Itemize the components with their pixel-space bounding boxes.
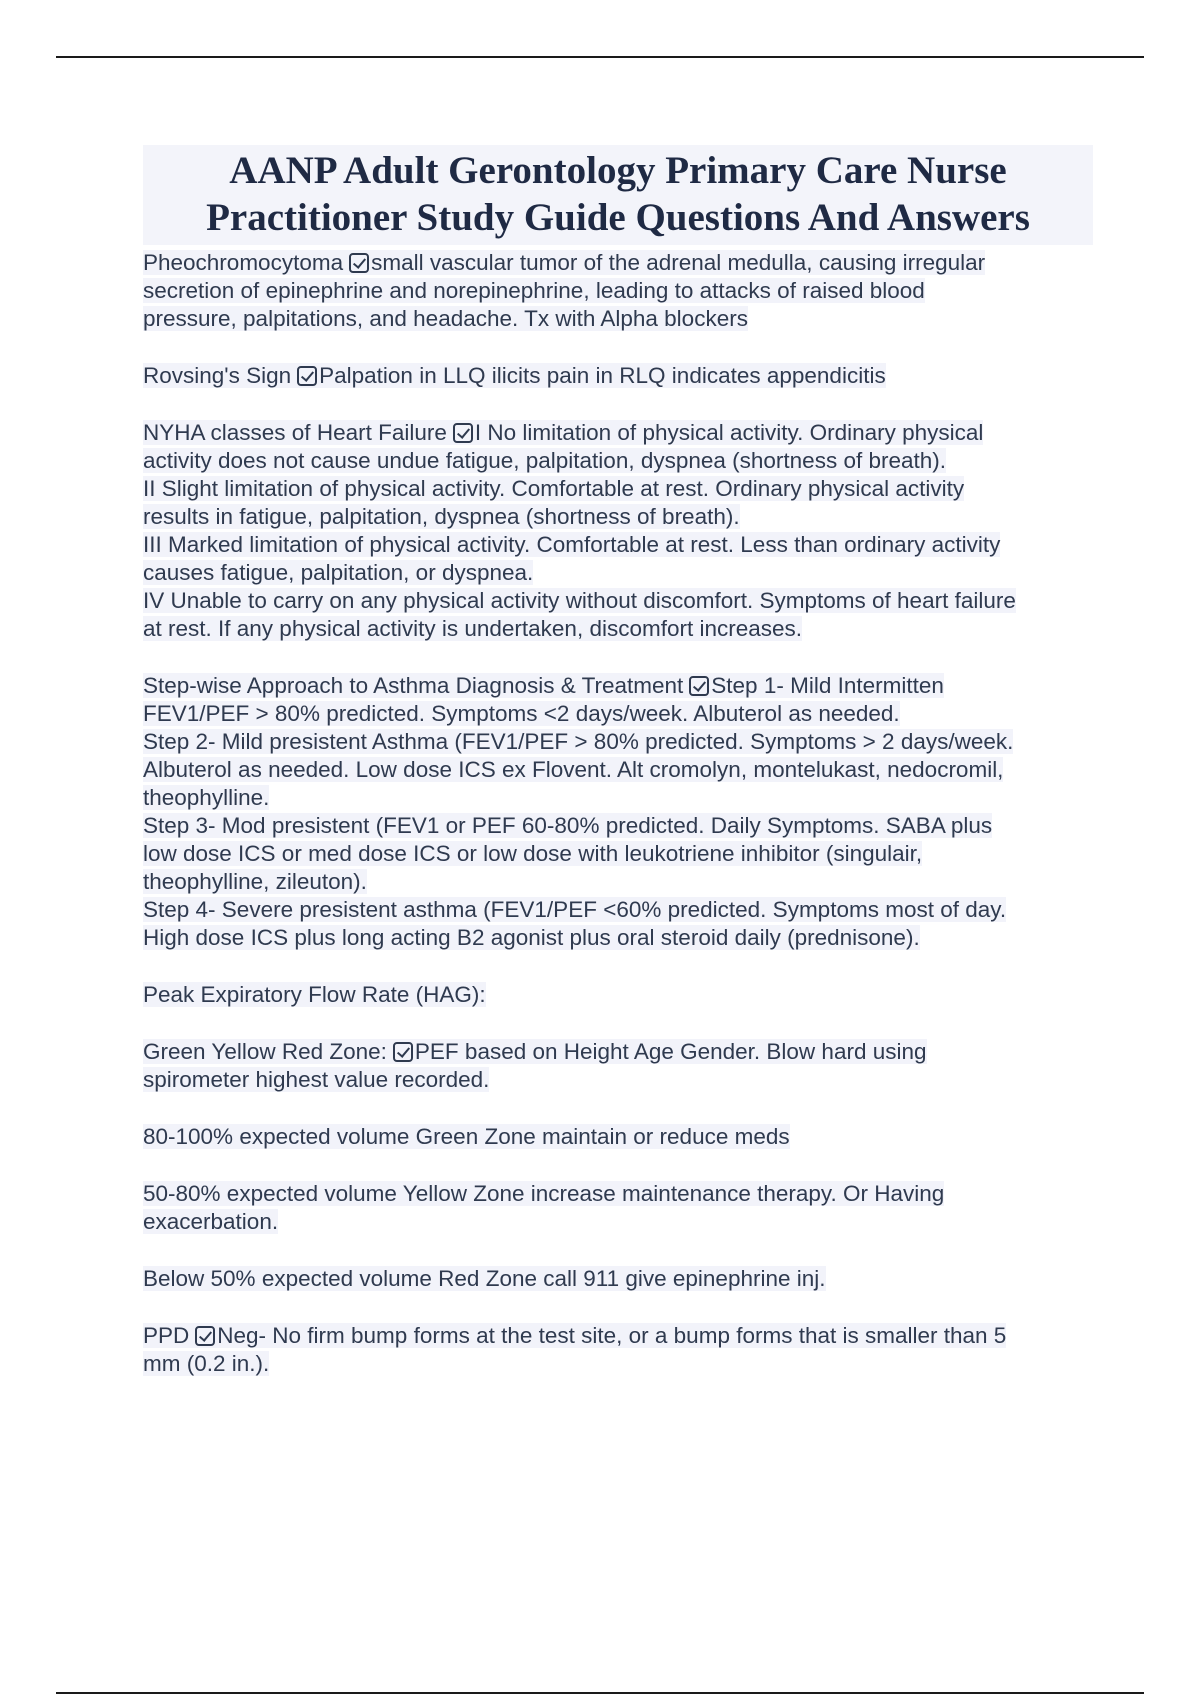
check-icon	[689, 676, 709, 696]
entry-term: Green Yellow Red Zone:	[143, 1039, 387, 1064]
entry-answer-line: theophylline, zileuton).	[143, 869, 367, 894]
qa-entry-zones	[143, 1038, 1093, 1094]
entry-answer-line: small vascular tumor of the adrenal medulla, causing irregular	[371, 250, 986, 275]
entry-answer-line: IV Unable to carry on any physical activity without discomfort. Symptoms of heart failure	[143, 588, 1016, 613]
entry-answer-line: results in fatigue, palpitation, dyspnea (shortness of breath).	[143, 504, 740, 529]
entry-answer-line: PEF based on Height Age Gender. Blow hard using	[414, 1039, 927, 1064]
entry-answer-line: High dose ICS plus long acting B2 agonist plus oral steroid daily (prednisone).	[143, 925, 920, 950]
entry-term: PPD	[143, 1323, 190, 1348]
entry-answer-line: III Marked limitation of physical activity. Comfortable at rest. Less than ordinary activity	[143, 532, 1001, 557]
qa-entry-pheochromocytoma	[143, 249, 1093, 333]
entry-term: NYHA classes of Heart Failure	[143, 420, 447, 445]
entry-answer-line: FEV1/PEF > 80% predicted. Symptoms <2 days/week. Albuterol as needed.	[143, 701, 900, 726]
header-rule	[56, 56, 1144, 58]
entry-answer-line: activity does not cause undue fatigue, palpitation, dyspnea (shortness of breath).	[143, 448, 947, 473]
title-line-2: Practitioner Study Guide Questions And Answers	[206, 196, 1030, 239]
document-body	[143, 145, 1093, 1407]
entry-answer-line: Palpation in LLQ ilicits pain in RLQ indicates appendicitis	[319, 363, 886, 388]
entry-term: Step-wise Approach to Asthma Diagnosis & Treatment	[143, 673, 684, 698]
qa-entry-green-zone	[143, 1123, 1093, 1151]
entry-answer-line: mm (0.2 in.).	[143, 1351, 270, 1376]
entry-answer-line: 50-80% expected volume Yellow Zone increase maintenance therapy. Or Having	[143, 1181, 945, 1206]
check-icon	[297, 366, 317, 386]
entry-answer-line: secretion of epinephrine and norepinephrine, leading to attacks of raised blood	[143, 278, 925, 303]
entry-answer-line: pressure, palpitations, and headache. Tx with Alpha blockers	[143, 306, 748, 331]
qa-entry-rovsings-sign	[143, 362, 1093, 390]
entry-answer-line: theophylline.	[143, 785, 270, 810]
entry-answer-line: low dose ICS or med dose ICS or low dose with leukotriene inhibitor (singulair,	[143, 841, 923, 866]
check-icon	[393, 1042, 413, 1062]
check-icon	[195, 1326, 215, 1346]
entry-answer-line: 80-100% expected volume Green Zone maintain or reduce meds	[143, 1124, 790, 1149]
entry-term: Pheochromocytoma	[143, 250, 344, 275]
entry-answer-line: at rest. If any physical activity is undertaken, discomfort increases.	[143, 616, 803, 641]
entry-answer-line: spirometer highest value recorded.	[143, 1067, 490, 1092]
entry-answer-line: II Slight limitation of physical activity. Comfortable at rest. Ordinary physical activity	[143, 476, 965, 501]
entry-answer-line: Step 4- Severe presistent asthma (FEV1/PEF <60% predicted. Symptoms most of day.	[143, 897, 1007, 922]
qa-entry-peak-flow	[143, 981, 1093, 1009]
qa-entry-ppd	[143, 1322, 1093, 1378]
entry-answer-line: Step 1- Mild Intermitten	[711, 673, 944, 698]
entry-term: Rovsing's Sign	[143, 363, 292, 388]
entry-answer-line: Peak Expiratory Flow Rate (HAG):	[143, 982, 486, 1007]
qa-entry-asthma-stepwise	[143, 672, 1093, 952]
qa-entry-yellow-zone	[143, 1180, 1093, 1236]
entry-answer-line: exacerbation.	[143, 1209, 279, 1234]
entry-answer-line: I No limitation of physical activity. Ordinary physical	[474, 420, 984, 445]
qa-entry-red-zone	[143, 1265, 1093, 1293]
check-icon	[453, 423, 473, 443]
entry-answer-line: causes fatigue, palpitation, or dyspnea.	[143, 560, 534, 585]
document-title	[143, 145, 1093, 245]
entry-answer-line: Step 3- Mod presistent (FEV1 or PEF 60-80% predicted. Daily Symptoms. SABA plus	[143, 813, 993, 838]
entry-answer-line: Albuterol as needed. Low dose ICS ex Flovent. Alt cromolyn, montelukast, nedocromil,	[143, 757, 1004, 782]
check-icon	[349, 253, 369, 273]
entry-answer-line: Step 2- Mild presistent Asthma (FEV1/PEF > 80% predicted. Symptoms > 2 days/week.	[143, 729, 1014, 754]
title-line-1: AANP Adult Gerontology Primary Care Nurse	[229, 149, 1007, 192]
entry-answer-line: Neg- No firm bump forms at the test site, or a bump forms that is smaller than 5	[217, 1323, 1007, 1348]
footer-rule	[56, 1692, 1144, 1694]
entry-answer-line: Below 50% expected volume Red Zone call 911 give epinephrine inj.	[143, 1266, 826, 1291]
qa-entry-nyha-classes	[143, 419, 1093, 643]
